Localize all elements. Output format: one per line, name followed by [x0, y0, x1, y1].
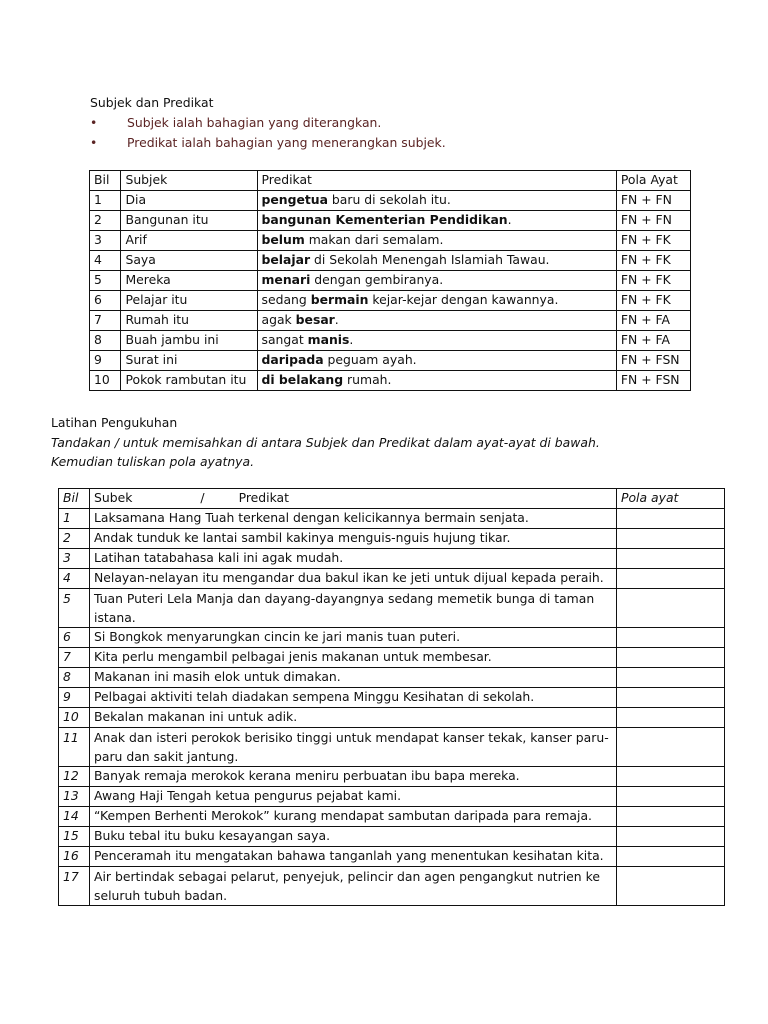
cell-sentence: Latihan tatabahasa kali ini agak mudah.: [90, 549, 617, 569]
cell-pola-ayat-answer[interactable]: [617, 509, 725, 529]
predikat-head: bermain: [310, 292, 369, 307]
cell-sentence: Banyak remaja merokok kerana meniru perbuatan ibu bapa mereka.: [90, 767, 617, 787]
predikat-head: menari: [261, 272, 311, 287]
predikat-head: belajar: [261, 252, 311, 267]
predikat-head: daripada: [261, 352, 324, 367]
table-row: [90, 251, 691, 271]
cell-sentence: Buku tebal itu buku kesayangan saya.: [90, 827, 617, 847]
cell-bil: 9: [59, 688, 90, 708]
header-bil: Bil: [59, 489, 90, 509]
cell-sentence: “Kempen Berhenti Merokok” kurang mendapat sambutan daripada para remaja.: [90, 807, 617, 827]
cell-bil: 8: [90, 331, 121, 351]
cell-sentence: Tuan Puteri Lela Manja dan dayang-dayangnya sedang memetik bunga di taman istana.: [90, 589, 617, 628]
cell-bil: 11: [59, 728, 90, 767]
cell-bil: 13: [59, 787, 90, 807]
section-title-latihan: Latihan Pengukuhan: [51, 415, 178, 430]
predikat-rest: .: [507, 212, 512, 227]
table-row: [59, 807, 725, 827]
predikat-head: manis: [307, 332, 350, 347]
cell-subjek: Buah jambu ini: [121, 331, 257, 351]
cell-subjek: Rumah itu: [121, 311, 257, 331]
table-row: [59, 867, 725, 906]
cell-bil: 6: [59, 628, 90, 648]
table-row: [59, 549, 725, 569]
table-row: [59, 529, 725, 549]
cell-predikat: [257, 251, 616, 271]
list-item: [90, 114, 690, 134]
cell-bil: 4: [90, 251, 121, 271]
cell-pola-ayat-answer[interactable]: [617, 529, 725, 549]
predikat-rest: di Sekolah Menengah Islamiah Tawau.: [310, 252, 550, 267]
cell-pola-ayat: FN + FN: [616, 191, 690, 211]
cell-sentence: Pelbagai aktiviti telah diadakan sempena Minggu Kesihatan di sekolah.: [90, 688, 617, 708]
table-row: [59, 767, 725, 787]
bullet-icon: •: [90, 115, 98, 130]
cell-bil: 8: [59, 668, 90, 688]
cell-subjek: Mereka: [121, 271, 257, 291]
cell-bil: 7: [90, 311, 121, 331]
cell-subjek: Dia: [121, 191, 257, 211]
predikat-head: belum: [261, 232, 305, 247]
cell-predikat: [257, 291, 616, 311]
cell-bil: 3: [59, 549, 90, 569]
cell-pola-ayat-answer[interactable]: [617, 767, 725, 787]
cell-sentence: Makanan ini masih elok untuk dimakan.: [90, 668, 617, 688]
cell-pola-ayat-answer[interactable]: [617, 668, 725, 688]
cell-bil: 15: [59, 827, 90, 847]
cell-bil: 16: [59, 847, 90, 867]
table-row: [90, 271, 691, 291]
cell-sentence: Awang Haji Tengah ketua pengurus pejabat kami.: [90, 787, 617, 807]
cell-bil: 1: [59, 509, 90, 529]
table-row: [90, 331, 691, 351]
predikat-rest: .: [334, 312, 339, 327]
header-predikat: Predikat: [238, 490, 289, 505]
cell-bil: 5: [59, 589, 90, 628]
header-bil: Bil: [90, 171, 121, 191]
cell-bil: 2: [59, 529, 90, 549]
header-subek-predikat: [90, 489, 617, 509]
cell-subjek: Pokok rambutan itu: [121, 371, 257, 391]
cell-bil: 10: [90, 371, 121, 391]
table-row: [59, 847, 725, 867]
table-row: [59, 688, 725, 708]
cell-predikat: [257, 231, 616, 251]
cell-pola-ayat: FN + FK: [616, 251, 690, 271]
predikat-head: di belakang: [261, 372, 344, 387]
cell-bil: 7: [59, 648, 90, 668]
predikat-head: bangunan Kementerian Pendidikan: [261, 212, 508, 227]
header-subek: Subek: [94, 490, 133, 505]
cell-pola-ayat: FN + FA: [616, 331, 690, 351]
predikat-rest: .: [349, 332, 354, 347]
cell-bil: 1: [90, 191, 121, 211]
cell-pola-ayat-answer[interactable]: [617, 648, 725, 668]
cell-subjek: Surat ini: [121, 351, 257, 371]
table-row: [59, 787, 725, 807]
cell-pola-ayat-answer[interactable]: [617, 807, 725, 827]
cell-sentence: Si Bongkok menyarungkan cincin ke jari manis tuan puteri.: [90, 628, 617, 648]
instruction-line: Kemudian tuliskan pola ayatnya.: [51, 454, 255, 469]
cell-sentence: Laksamana Hang Tuah terkenal dengan kelicikannya bermain senjata.: [90, 509, 617, 529]
cell-pola-ayat-answer[interactable]: [617, 708, 725, 728]
cell-subjek: Pelajar itu: [121, 291, 257, 311]
cell-pola-ayat-answer[interactable]: [617, 549, 725, 569]
cell-sentence: Kita perlu mengambil pelbagai jenis makanan untuk membesar.: [90, 648, 617, 668]
table-row: [90, 371, 691, 391]
table-row: [90, 211, 691, 231]
section-title-subjek-predikat: Subjek dan Predikat: [90, 95, 214, 110]
cell-predikat: [257, 351, 616, 371]
predikat-rest: makan dari semalam.: [304, 232, 444, 247]
predikat-prefix: agak: [261, 312, 296, 327]
predikat-prefix: sedang: [261, 292, 311, 307]
table-row: [59, 708, 725, 728]
header-pola-ayat: Pola ayat: [617, 489, 725, 509]
header-slash: /: [200, 490, 205, 505]
table-row: [59, 728, 725, 767]
bullet-text: Subjek ialah bahagian yang diterangkan.: [127, 115, 382, 130]
cell-pola-ayat-answer[interactable]: [617, 867, 725, 906]
table-row: [59, 509, 725, 529]
cell-pola-ayat-answer[interactable]: [617, 787, 725, 807]
cell-predikat: [257, 271, 616, 291]
header-pola-ayat: Pola Ayat: [616, 171, 690, 191]
table-row: [59, 569, 725, 589]
table-header-row: [59, 489, 725, 509]
header-predikat: Predikat: [257, 171, 616, 191]
table-row: [90, 311, 691, 331]
table-row: [59, 668, 725, 688]
cell-sentence: Anak dan isteri perokok berisiko tinggi untuk mendapat kanser tekak, kanser paru-paru dan sakit jantung.: [90, 728, 617, 767]
cell-bil: 10: [59, 708, 90, 728]
cell-sentence: Penceramah itu mengatakan bahawa tanganlah yang menentukan kesihatan kita.: [90, 847, 617, 867]
cell-pola-ayat: FN + FSN: [616, 351, 690, 371]
cell-bil: 4: [59, 569, 90, 589]
table-row: [59, 648, 725, 668]
table-header-row: [90, 171, 691, 191]
predikat-head: besar: [295, 312, 335, 327]
table-row: [90, 191, 691, 211]
example-table: [89, 170, 691, 391]
cell-sentence: Bekalan makanan ini untuk adik.: [90, 708, 617, 728]
cell-bil: 14: [59, 807, 90, 827]
cell-predikat: [257, 311, 616, 331]
instruction-line: Tandakan / untuk memisahkan di antara Subjek dan Predikat dalam ayat-ayat di bawah.: [51, 435, 600, 450]
cell-pola-ayat: FN + FA: [616, 311, 690, 331]
table-row: [90, 291, 691, 311]
predikat-rest: dengan gembiranya.: [310, 272, 444, 287]
cell-predikat: [257, 371, 616, 391]
cell-predikat: [257, 191, 616, 211]
table-row: [90, 231, 691, 251]
cell-bil: 5: [90, 271, 121, 291]
cell-sentence: Andak tunduk ke lantai sambil kakinya menguis-nguis hujung tikar.: [90, 529, 617, 549]
bullet-text: Predikat ialah bahagian yang menerangkan subjek.: [127, 135, 446, 150]
cell-pola-ayat-answer[interactable]: [617, 847, 725, 867]
cell-pola-ayat: FN + FN: [616, 211, 690, 231]
cell-subjek: Saya: [121, 251, 257, 271]
cell-pola-ayat-answer[interactable]: [617, 628, 725, 648]
predikat-rest: baru di sekolah itu.: [327, 192, 451, 207]
exercise-table: [58, 488, 725, 906]
cell-bil: 9: [90, 351, 121, 371]
header-subjek: Subjek: [121, 171, 257, 191]
bullet-icon: •: [90, 135, 98, 150]
predikat-prefix: sangat: [261, 332, 308, 347]
cell-bil: 17: [59, 867, 90, 906]
cell-pola-ayat: FN + FSN: [616, 371, 690, 391]
predikat-rest: peguam ayah.: [323, 352, 417, 367]
cell-pola-ayat: FN + FK: [616, 291, 690, 311]
cell-pola-ayat-answer[interactable]: [617, 589, 725, 628]
table-row: [59, 589, 725, 628]
definition-list: [90, 114, 690, 154]
cell-predikat: [257, 211, 616, 231]
cell-subjek: Arif: [121, 231, 257, 251]
cell-predikat: [257, 331, 616, 351]
predikat-head: pengetua: [261, 192, 328, 207]
cell-bil: 6: [90, 291, 121, 311]
cell-bil: 12: [59, 767, 90, 787]
predikat-rest: kejar-kejar dengan kawannya.: [368, 292, 559, 307]
cell-pola-ayat-answer[interactable]: [617, 688, 725, 708]
predikat-rest: rumah.: [343, 372, 392, 387]
cell-sentence: Air bertindak sebagai pelarut, penyejuk, pelincir dan agen pengangkut nutrien ke seluruh tubuh badan.: [90, 867, 617, 906]
cell-sentence: Nelayan-nelayan itu mengandar dua bakul ikan ke jeti untuk dijual kepada peraih.: [90, 569, 617, 589]
table-row: [59, 628, 725, 648]
instructions: [51, 433, 600, 471]
cell-bil: 3: [90, 231, 121, 251]
cell-bil: 2: [90, 211, 121, 231]
cell-pola-ayat: FN + FK: [616, 271, 690, 291]
table-row: [59, 827, 725, 847]
cell-pola-ayat-answer[interactable]: [617, 827, 725, 847]
cell-pola-ayat-answer[interactable]: [617, 569, 725, 589]
cell-pola-ayat-answer[interactable]: [617, 728, 725, 767]
cell-pola-ayat: FN + FK: [616, 231, 690, 251]
cell-subjek: Bangunan itu: [121, 211, 257, 231]
list-item: [90, 134, 690, 154]
table-row: [90, 351, 691, 371]
